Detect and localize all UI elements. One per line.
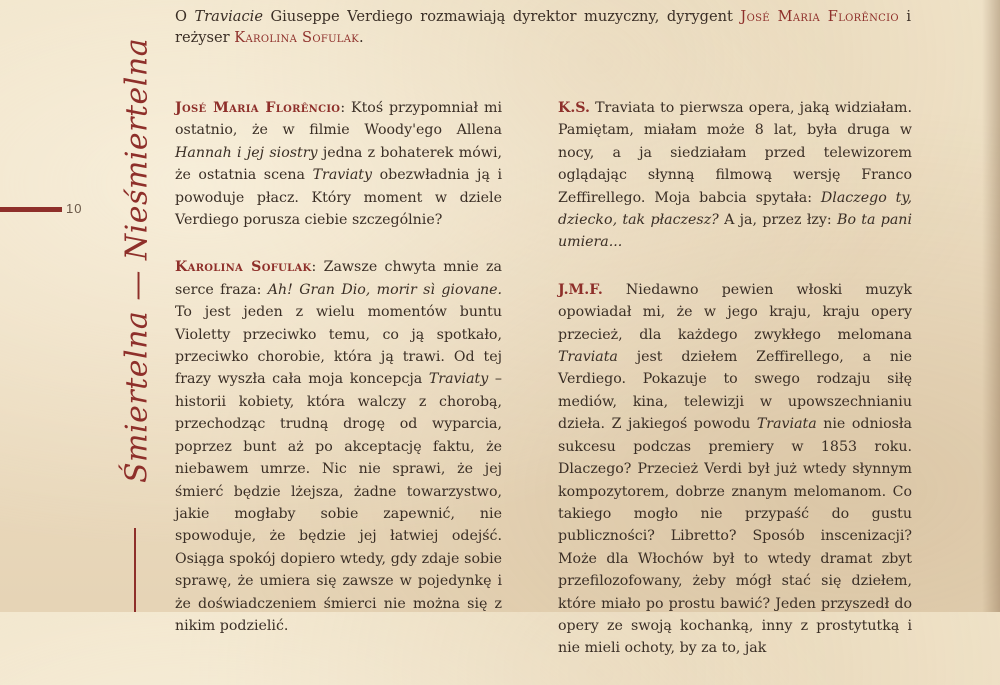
vertical-title-text: Śmiertelna — Nieśmiertelna xyxy=(119,37,155,483)
left-column xyxy=(175,97,502,662)
paragraph-text: nie odniosła sukcesu podczas premiery w 1853 roku. Dlaczego? Przecież Verdi był już wtedy słynnym kompozytorem, dobrze znanym melomanom. Co takiego mogło nie przypaść do gustu publiczności? Libretto? Sposób inscenizacji? Może dla Włochów był to wtedy dramat zbyt przefilozofowany, żeby mógł stać się dziełem, które miało po prostu bawić? Jeden przyszedł do opery ze swoją kochanką, inny z prostytutką i nie mieli ochoty, by za to, jak xyxy=(558,416,912,657)
interview-paragraph xyxy=(175,256,502,637)
speaker-name: Karolina Sofulak xyxy=(175,259,312,276)
interview-paragraph xyxy=(175,97,502,231)
paragraph-text: obezwładnia ją i powoduje płacz. Który moment w dziele Verdiego porusza ciebie szczególnie? xyxy=(175,167,502,229)
interview-paragraph xyxy=(558,279,912,660)
paragraph-text: jedna z bohaterek mówi, że ostatnia scena xyxy=(175,144,502,184)
dialogue-quote: Dlaczego ty, dziecko, tak płaczesz? xyxy=(558,189,912,229)
film-title: Hannah i jej siostry xyxy=(175,144,318,161)
paragraph-text: : Ktoś przypomniał mi ostatnio, że w filmie Woody'ego Allena xyxy=(175,100,503,139)
vertical-title-rule xyxy=(134,528,136,612)
interview-paragraph xyxy=(558,97,912,254)
page-number: 10 xyxy=(66,201,83,216)
intro-conductor-name: José Maria Florêncio xyxy=(740,8,899,25)
opera-title: Traviata xyxy=(558,349,618,366)
intro-opera-title: Traviacie xyxy=(194,8,263,25)
intro-paragraph xyxy=(175,6,911,48)
speaker-initials: J.M.F. xyxy=(558,281,603,298)
intro-director-name: Karolina Sofulak xyxy=(234,29,360,46)
opera-title: Traviaty xyxy=(312,167,373,184)
speaker-initials: K.S. xyxy=(558,100,590,116)
paragraph-text: A ja, przez łzy: xyxy=(718,212,838,229)
paragraph-text: – historii kobiety, która walczy z chorobą, przechodząc trudną drogę od wyparcia, poprzez bunt aż po akceptację faktu, że niebawem umrze. Nic nie sprawi, że jej śmierć będzie lżejsza, żadne towarzystwo, jakie mogłaby sobie zapewnić, nie spowoduje, że będzie jej łatwiej odejść. Osiąga spokój dopiero wtedy, gdy zdaje sobie sprawę, że umiera się zawsze w pojedynkę i że doświadczeniem śmierci nie można się z nikim podzielić. xyxy=(175,371,502,634)
paragraph-text: jest dziełem Zeffirellego, a nie Verdiego. Pokazuje to swego rodzaju siłę mediów, kina, telewizji w upowszechnianiu dzieła. Z jakiegoś powodu xyxy=(558,349,912,433)
opera-title: Traviaty xyxy=(428,371,489,388)
paragraph-text: : Zawsze chwyta mnie za serce fraza: xyxy=(175,259,502,298)
right-column xyxy=(558,97,912,685)
opera-title: Traviata xyxy=(756,416,817,433)
page-number-rule xyxy=(0,207,62,212)
intro-text: i reżyser xyxy=(175,8,912,46)
dialogue-quote: Bo ta pani umiera... xyxy=(558,212,912,251)
page-edge-shadow xyxy=(982,0,1000,612)
intro-text: O xyxy=(175,8,195,25)
paragraph-text: Traviata to pierwsza opera, jaką widziałam. Pamiętam, miałam może 8 lat, była druga w nocy, a ja siedziałam przed telewizorem oglądając słynną filmową wersję Franco Zeffirellego. Moja babcia spytała: xyxy=(558,100,912,206)
paragraph-text: Niedawno pewien włoski muzyk opowiadał mi, że w jego kraju, kraju opery przecież, dla każdego zwykłego melomana xyxy=(558,281,912,343)
intro-text: . xyxy=(359,29,364,46)
aria-quote: Ah! Gran Dio, morir sì giovane. xyxy=(267,281,502,298)
paragraph-text: To jest jeden z wielu momentów buntu Violetty przeciwko temu, co ją spotkało, przeciwko chorobie, która ją trawi. Od tej frazy wyszła cała moja koncepcja xyxy=(175,304,502,388)
speaker-name: José Maria Florêncio xyxy=(175,100,341,116)
intro-text: Giuseppe Verdiego rozmawiają dyrektor muzyczny, dyrygent xyxy=(262,8,741,25)
